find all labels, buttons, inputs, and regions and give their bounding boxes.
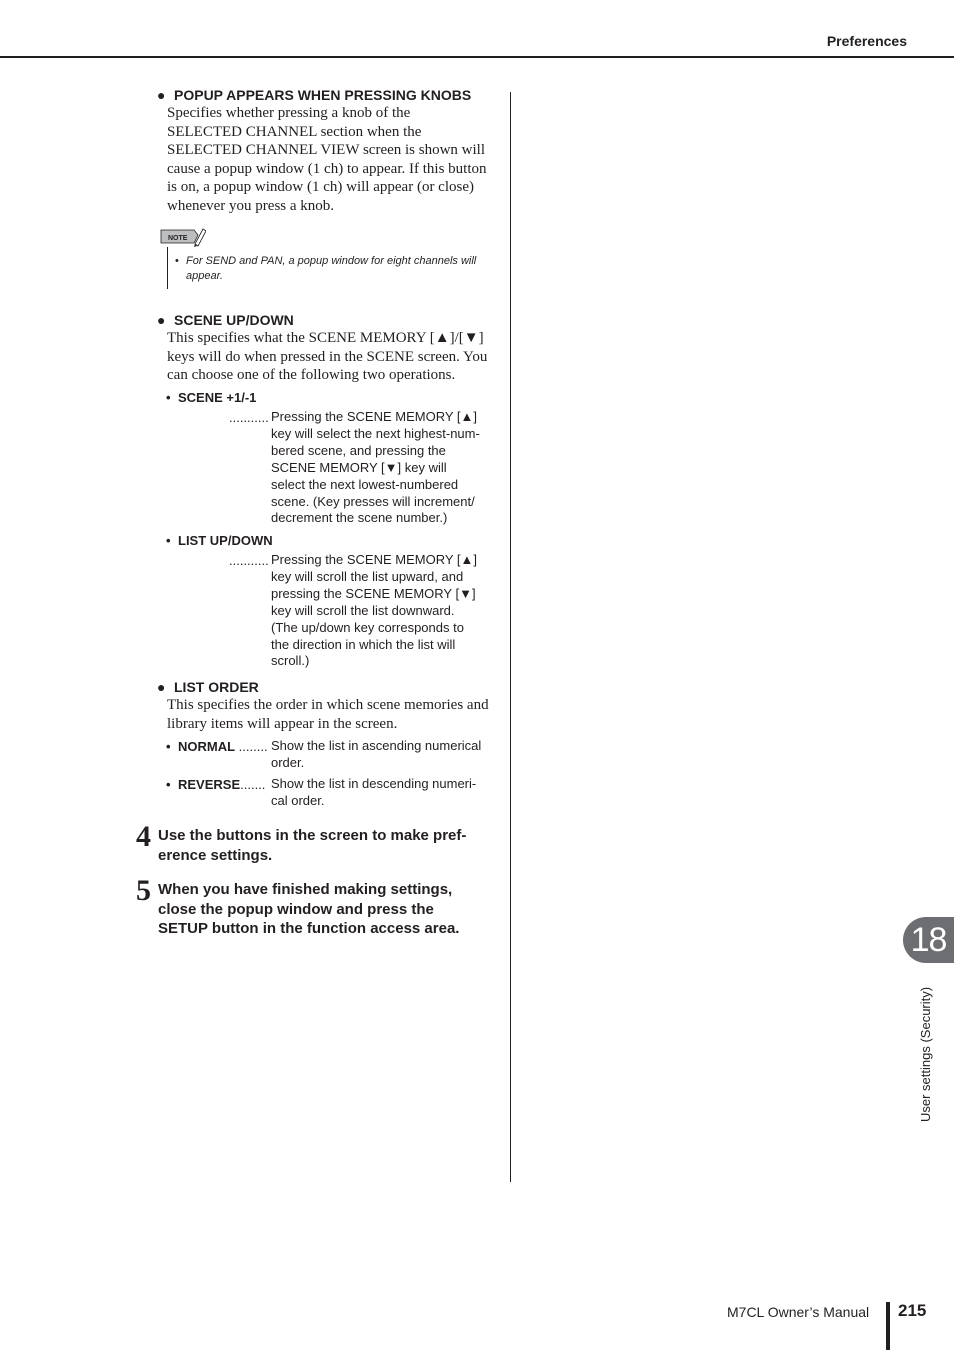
scene-heading <box>157 312 294 328</box>
note-label: NOTE <box>168 235 188 242</box>
step-number: 5 <box>136 874 151 907</box>
note-line: appear. <box>186 270 223 282</box>
order-description <box>167 696 492 733</box>
text-line: library items will appear in the screen. <box>167 715 398 732</box>
popup-description <box>167 104 492 216</box>
footer-bar <box>886 1302 890 1350</box>
leader-dots: ........... <box>229 410 269 425</box>
text-line: key will scroll the list downward. <box>271 602 455 618</box>
option-scene-plus-minus <box>166 390 256 405</box>
text-line: SELECTED CHANNEL section when the <box>167 123 422 140</box>
option-description <box>271 552 496 670</box>
page-number: 215 <box>898 1301 927 1320</box>
note-icon <box>160 226 206 248</box>
text-line: (The up/down key corresponds to <box>271 619 464 635</box>
popup-heading-text: POPUP APPEARS WHEN PRESSING KNOBS <box>174 87 472 103</box>
text-line: Use the buttons in the screen to make pref- <box>158 827 467 844</box>
option-name: LIST UP/DOWN <box>178 533 273 548</box>
scene-description <box>167 329 492 385</box>
note-text <box>175 254 490 284</box>
footer-manual-title: M7CL Owner’s Manual <box>727 1304 870 1320</box>
text-line: pressing the SCENE MEMORY [▼] <box>271 585 476 601</box>
option-description <box>271 409 496 527</box>
scene-heading-text: SCENE UP/DOWN <box>174 312 294 328</box>
text-line: is on, a popup window (1 ch) will appear (or close) <box>167 179 475 196</box>
order-heading-text: LIST ORDER <box>174 679 259 695</box>
text-line: SCENE MEMORY [▼] key will <box>271 459 447 475</box>
text-line: key will scroll the list upward, and <box>271 568 464 584</box>
option-name: REVERSE <box>178 777 241 792</box>
text-line: Pressing the SCENE MEMORY [▲] <box>271 409 478 424</box>
text-line: whenever you press a knob. <box>167 197 335 214</box>
leader-dots: ........ <box>235 739 268 754</box>
popup-heading <box>157 87 471 103</box>
text-line: key will select the next highest-num- <box>271 425 480 441</box>
text-line: keys will do when pressed in the SCENE screen. You <box>167 348 488 365</box>
bullet-dot-icon: ● <box>157 87 166 103</box>
text-line: SETUP button in the function access area. <box>158 920 460 937</box>
column-divider <box>510 92 511 1182</box>
text-line: can choose one of the following two operations. <box>167 367 456 384</box>
chapter-number: 18 <box>910 921 947 959</box>
note-bullet: • <box>175 255 179 267</box>
step-number: 4 <box>136 820 151 853</box>
text-line: the direction in which the list will <box>271 636 456 652</box>
text-line: bered scene, and pressing the <box>271 442 446 458</box>
step-text <box>158 880 498 939</box>
bullet-dot-icon: ● <box>157 312 166 328</box>
text-line: Pressing the SCENE MEMORY [▲] <box>271 552 478 567</box>
text-line: order. <box>271 754 305 770</box>
text-line: scroll.) <box>271 653 310 669</box>
text-line: select the next lowest-numbered <box>271 476 459 492</box>
option-name: SCENE +1/-1 <box>178 390 257 405</box>
text-line: SELECTED CHANNEL VIEW screen is shown will <box>167 142 486 159</box>
option-list-up-down <box>166 533 273 548</box>
option-description <box>271 738 496 772</box>
bullet: • <box>166 390 171 405</box>
text-line: Show the list in descending numeri- <box>271 776 477 791</box>
text-line: close the popup window and press the <box>158 900 434 918</box>
bullet-dot-icon: ● <box>157 679 166 695</box>
bullet: • <box>166 777 171 792</box>
note-line: For SEND and PAN, a popup window for eight channels will <box>186 255 477 267</box>
text-line: This specifies what the SCENE MEMORY [▲]/[▼] <box>167 330 484 346</box>
text-line: Show the list in ascending numerical <box>271 738 482 753</box>
option-normal <box>166 739 268 754</box>
option-reverse <box>166 777 265 792</box>
bullet: • <box>166 533 171 548</box>
bullet: • <box>166 739 171 754</box>
option-name: NORMAL <box>178 739 236 754</box>
text-line: cause a popup window (1 ch) to appear. If this button <box>167 160 487 177</box>
text-line: erence settings. <box>158 846 273 864</box>
step-text <box>158 826 498 865</box>
order-heading <box>157 679 259 695</box>
text-line: cal order. <box>271 792 325 808</box>
header-title: Preferences <box>826 33 907 49</box>
side-label: User settings (Security) <box>918 986 933 1122</box>
text-line: Specifies whether pressing a knob of the <box>167 105 411 121</box>
note-bar <box>167 247 168 289</box>
leader-dots: ....... <box>240 777 266 792</box>
text-line: scene. (Key presses will increment/ <box>271 493 475 509</box>
option-description <box>271 776 496 810</box>
text-line: decrement the scene number.) <box>271 510 448 526</box>
leader-dots: ........... <box>229 553 269 568</box>
text-line: When you have finished making settings, <box>158 881 453 898</box>
text-line: This specifies the order in which scene memories and <box>167 697 489 713</box>
